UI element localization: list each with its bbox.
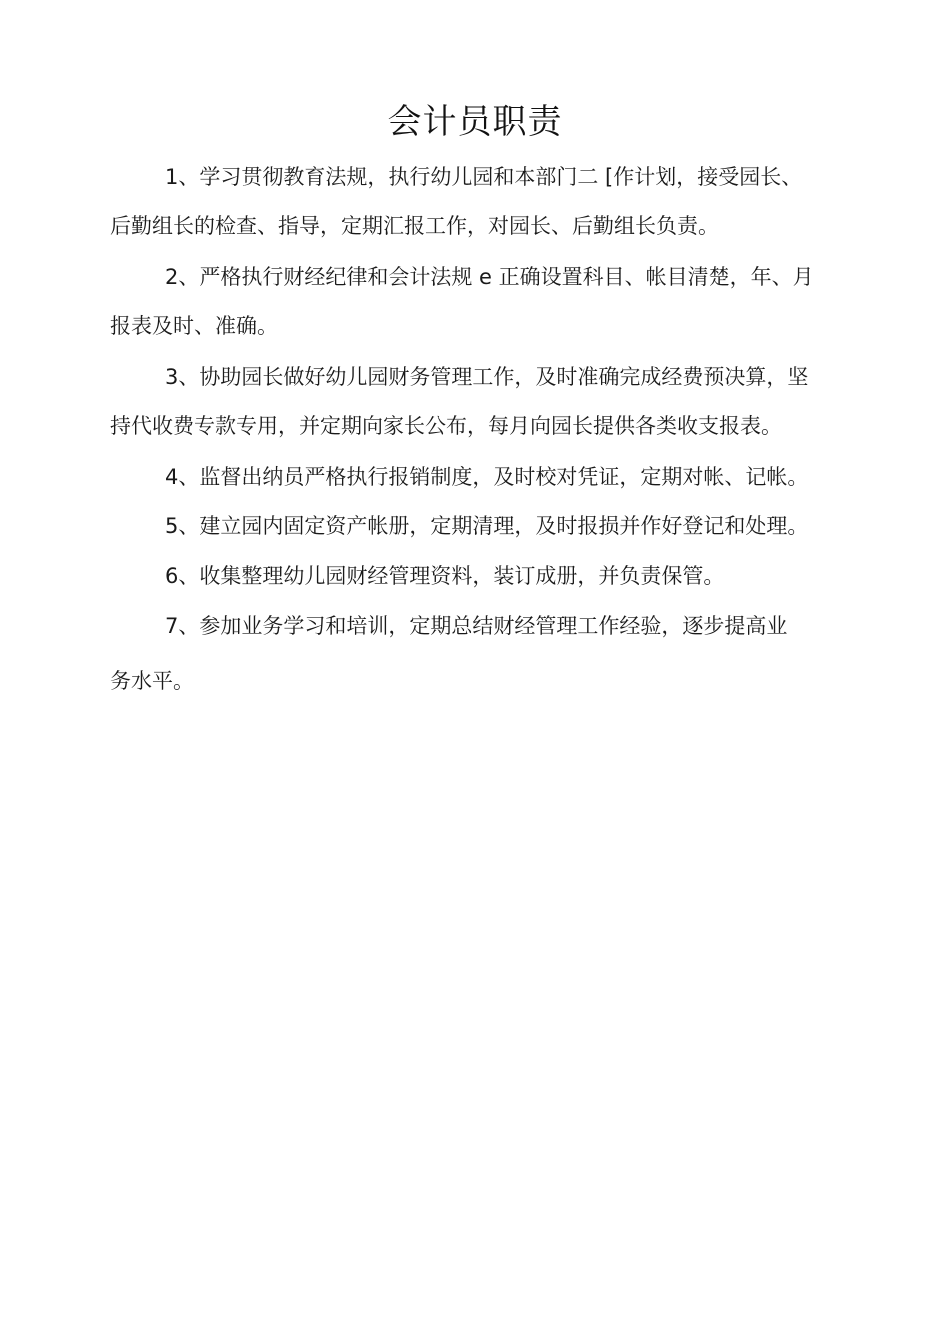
duty-2-line-1: 2、严格执行财经纪律和会计法规 e 正确设置科目、帐目清楚，年、月 bbox=[165, 265, 814, 289]
duty-7-line-2: 务水平。 bbox=[110, 669, 194, 693]
duty-2-line-2: 报表及时、准确。 bbox=[110, 314, 278, 338]
duty-7-line-1: 7、参加业务学习和培训，定期总结财经管理工作经验，逐步提高业 bbox=[165, 614, 788, 638]
duty-5-line: 5、建立园内固定资产帐册，定期清理，及时报损并作好登记和处理。 bbox=[165, 514, 809, 538]
duty-3-line-2: 持代收费专款专用，并定期向家长公布，每月向园长提供各类收支报表。 bbox=[110, 414, 782, 438]
duty-1-line-2: 后勤组长的检查、指导，定期汇报工作，对园长、后勤组长负责。 bbox=[110, 214, 719, 238]
duty-1-line-1: 1、学习贯彻教育法规，执行幼儿园和本部门二 [作计划，接受园长、 bbox=[165, 165, 803, 189]
duty-4-line: 4、监督出纳员严格执行报销制度，及时校对凭证，定期对帐、记帐。 bbox=[165, 465, 809, 489]
duty-6-line: 6、收集整理幼儿园财经管理资料，装订成册，并负责保管。 bbox=[165, 564, 725, 588]
document-title: 会计员职责 bbox=[387, 102, 563, 142]
duty-3-line-1: 3、协助园长做好幼儿园财务管理工作，及时准确完成经费预决算，坚 bbox=[165, 365, 809, 389]
